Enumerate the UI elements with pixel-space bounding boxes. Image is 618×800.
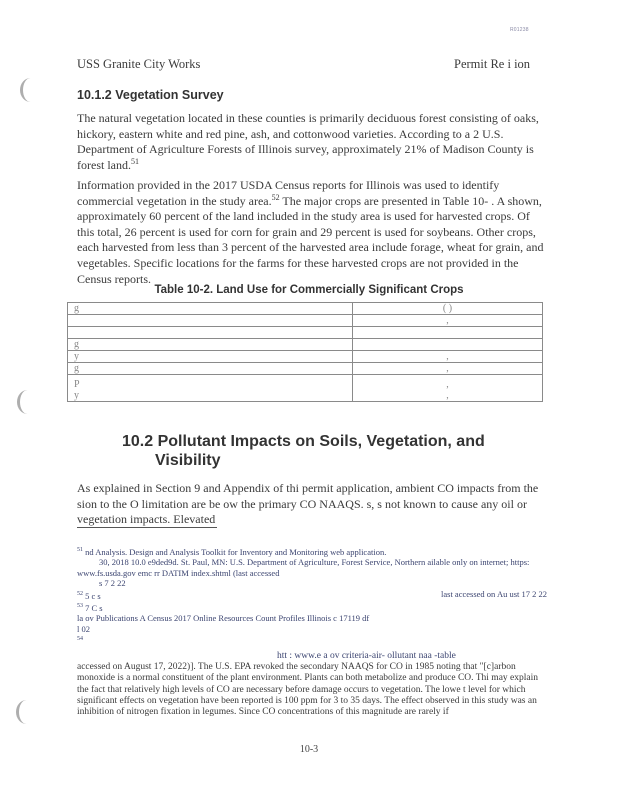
table-cell: , bbox=[353, 351, 543, 363]
table-row bbox=[68, 327, 543, 339]
footnote-number: 53 bbox=[77, 603, 83, 610]
running-header-left: USS Granite City Works bbox=[77, 57, 201, 71]
heading-line-1: 10.2 Pollutant Impacts on Soils, Vegetation, and bbox=[122, 433, 485, 450]
section-heading-pollutant-impacts bbox=[122, 432, 485, 470]
table-cell-text: , bbox=[446, 390, 449, 401]
footnotes bbox=[77, 545, 547, 647]
binder-hole-icon bbox=[20, 78, 41, 102]
footnote-text: 7 C s bbox=[83, 602, 103, 613]
footnote-51 bbox=[77, 545, 547, 589]
census-paragraph bbox=[77, 178, 547, 287]
footnote-link[interactable]: last accessed on Au ust 17 2 22 bbox=[441, 588, 547, 599]
footnote-number: 52 bbox=[77, 590, 83, 597]
pollutant-paragraph: As explained in Section 9 and Appendix of thi permit application, ambient CO impacts from the sion to the O limitation are be ow the primary CO NAAQS. s, s not known to cause any oil or vegetation impacts. Elevated bbox=[77, 481, 539, 527]
table-cell bbox=[353, 339, 543, 351]
footnote-number: 54 bbox=[77, 636, 83, 643]
footnote-ref[interactable]: 51 bbox=[130, 156, 139, 166]
table-cell: , bbox=[353, 363, 543, 375]
footnote-52 bbox=[77, 589, 547, 601]
table-row bbox=[68, 339, 543, 351]
footnote-text: s 7 2 22 bbox=[99, 578, 126, 589]
table-cell-text: y bbox=[74, 390, 79, 401]
table-row bbox=[68, 303, 543, 315]
table-cell: y bbox=[68, 351, 353, 363]
table-cell: g bbox=[68, 363, 353, 375]
epa-naaqs-link[interactable]: htt : www.e a ov criteria-air- ollutant naa -table bbox=[277, 651, 456, 661]
census-paragraph-text: Information provided in the 2017 USDA Census reports for Illinois was used to identify commercial vegetation in the study area. bbox=[77, 178, 500, 208]
table-row bbox=[68, 315, 543, 327]
binder-hole-icon bbox=[16, 700, 37, 724]
footnote-54 bbox=[77, 634, 547, 646]
co-naaqs-paragraph bbox=[77, 651, 547, 718]
footnote-separator bbox=[77, 527, 217, 528]
footnote-text[interactable]: 30, 2018 10.0 e9ded9d. St. Paul, MN: U.S. Department of Agriculture, Forest Service, Northern ailable only on internet; https: www.fs.usda.gov emc rr DATIM index.shtml (last accessed bbox=[77, 557, 530, 578]
section-heading-vegetation-survey: 10.1.2 Vegetation Survey bbox=[77, 88, 224, 102]
crop-land-use-table bbox=[67, 302, 543, 402]
table-row bbox=[68, 363, 543, 375]
co-naaqs-text: accessed on August 17, 2022)]. The U.S. EPA revoked the secondary NAAQS for CO in 1985 noting that "[c]arbon monoxide is a normal constituent of the plant environment. Plants can both metabolize and produce CO. Thi may explain the fact that relatively high levels of CO are necessary before damage occurs to vegetation. The lowe t level for which significant effects on vegetation have been reported is 100 ppm for 3 to 35 days. The effect observed in this study was an inhibition of nitrogen fixation in legumes. Since CO concentrations of this magnitude are rarely if bbox=[77, 662, 538, 718]
table-row bbox=[68, 351, 543, 363]
vegetation-paragraph-text: The natural vegetation located in these counties is primarily deciduous forest consisting of oaks, hickory, eastern white and red pine, ash, and cottonwood varieties. According to a 2 U.S. Department of Agriculture Forests of Illinois survey, approximately 21% of Madison County is forest land. bbox=[77, 111, 539, 172]
table-cell bbox=[68, 315, 353, 327]
table-title: Table 10-2. Land Use for Commercially Significant Crops bbox=[154, 284, 464, 296]
table-cell-text: P bbox=[74, 379, 80, 390]
footnote-number: 51 bbox=[77, 547, 83, 553]
binder-hole-icon bbox=[17, 390, 38, 414]
footnote-text: nd Analysis. Design and Analysis Toolkit for Inventory and Monitoring web application. bbox=[83, 546, 387, 557]
footnote-text: l 02 bbox=[77, 623, 90, 634]
footnote-text: 5 c s bbox=[83, 590, 101, 601]
table-cell bbox=[353, 375, 543, 402]
table-cell bbox=[68, 375, 353, 402]
table-cell: ( ) bbox=[353, 303, 543, 315]
document-stamp: R01238 bbox=[510, 27, 529, 33]
vegetation-paragraph bbox=[77, 111, 547, 173]
footnote-53 bbox=[77, 601, 547, 634]
footnote-link[interactable]: la ov Publications A Census 2017 Online Resources Count Profiles Illinois c 17119 df bbox=[77, 613, 370, 624]
table-row bbox=[68, 375, 543, 402]
table-cell bbox=[68, 327, 353, 339]
table-cell bbox=[353, 327, 543, 339]
table-cell: g bbox=[68, 339, 353, 351]
table-cell: g bbox=[68, 303, 353, 315]
table-cell-text: , bbox=[446, 379, 449, 390]
heading-line-2: Visibility bbox=[155, 452, 221, 469]
footnote-ref[interactable]: 52 bbox=[271, 192, 280, 202]
page-number: 10-3 bbox=[299, 744, 319, 755]
census-paragraph-text-cont: The major crops are presented in Table 10- . A shown, approximately 60 percent of the land included in the study area is used for harvested crops. Of this total, 26 percent is used for corn for grain and 29 percent is used for soybeans. Other crops, each harvested from less than 3 percent of the harvested area include forage, wheat for grain, and vegetables. Specific locations for the farms for these harvested crops are not provided in the Census reports. bbox=[77, 193, 544, 286]
running-header-right: Permit Re i ion bbox=[454, 57, 531, 71]
table-cell: , bbox=[353, 315, 543, 327]
